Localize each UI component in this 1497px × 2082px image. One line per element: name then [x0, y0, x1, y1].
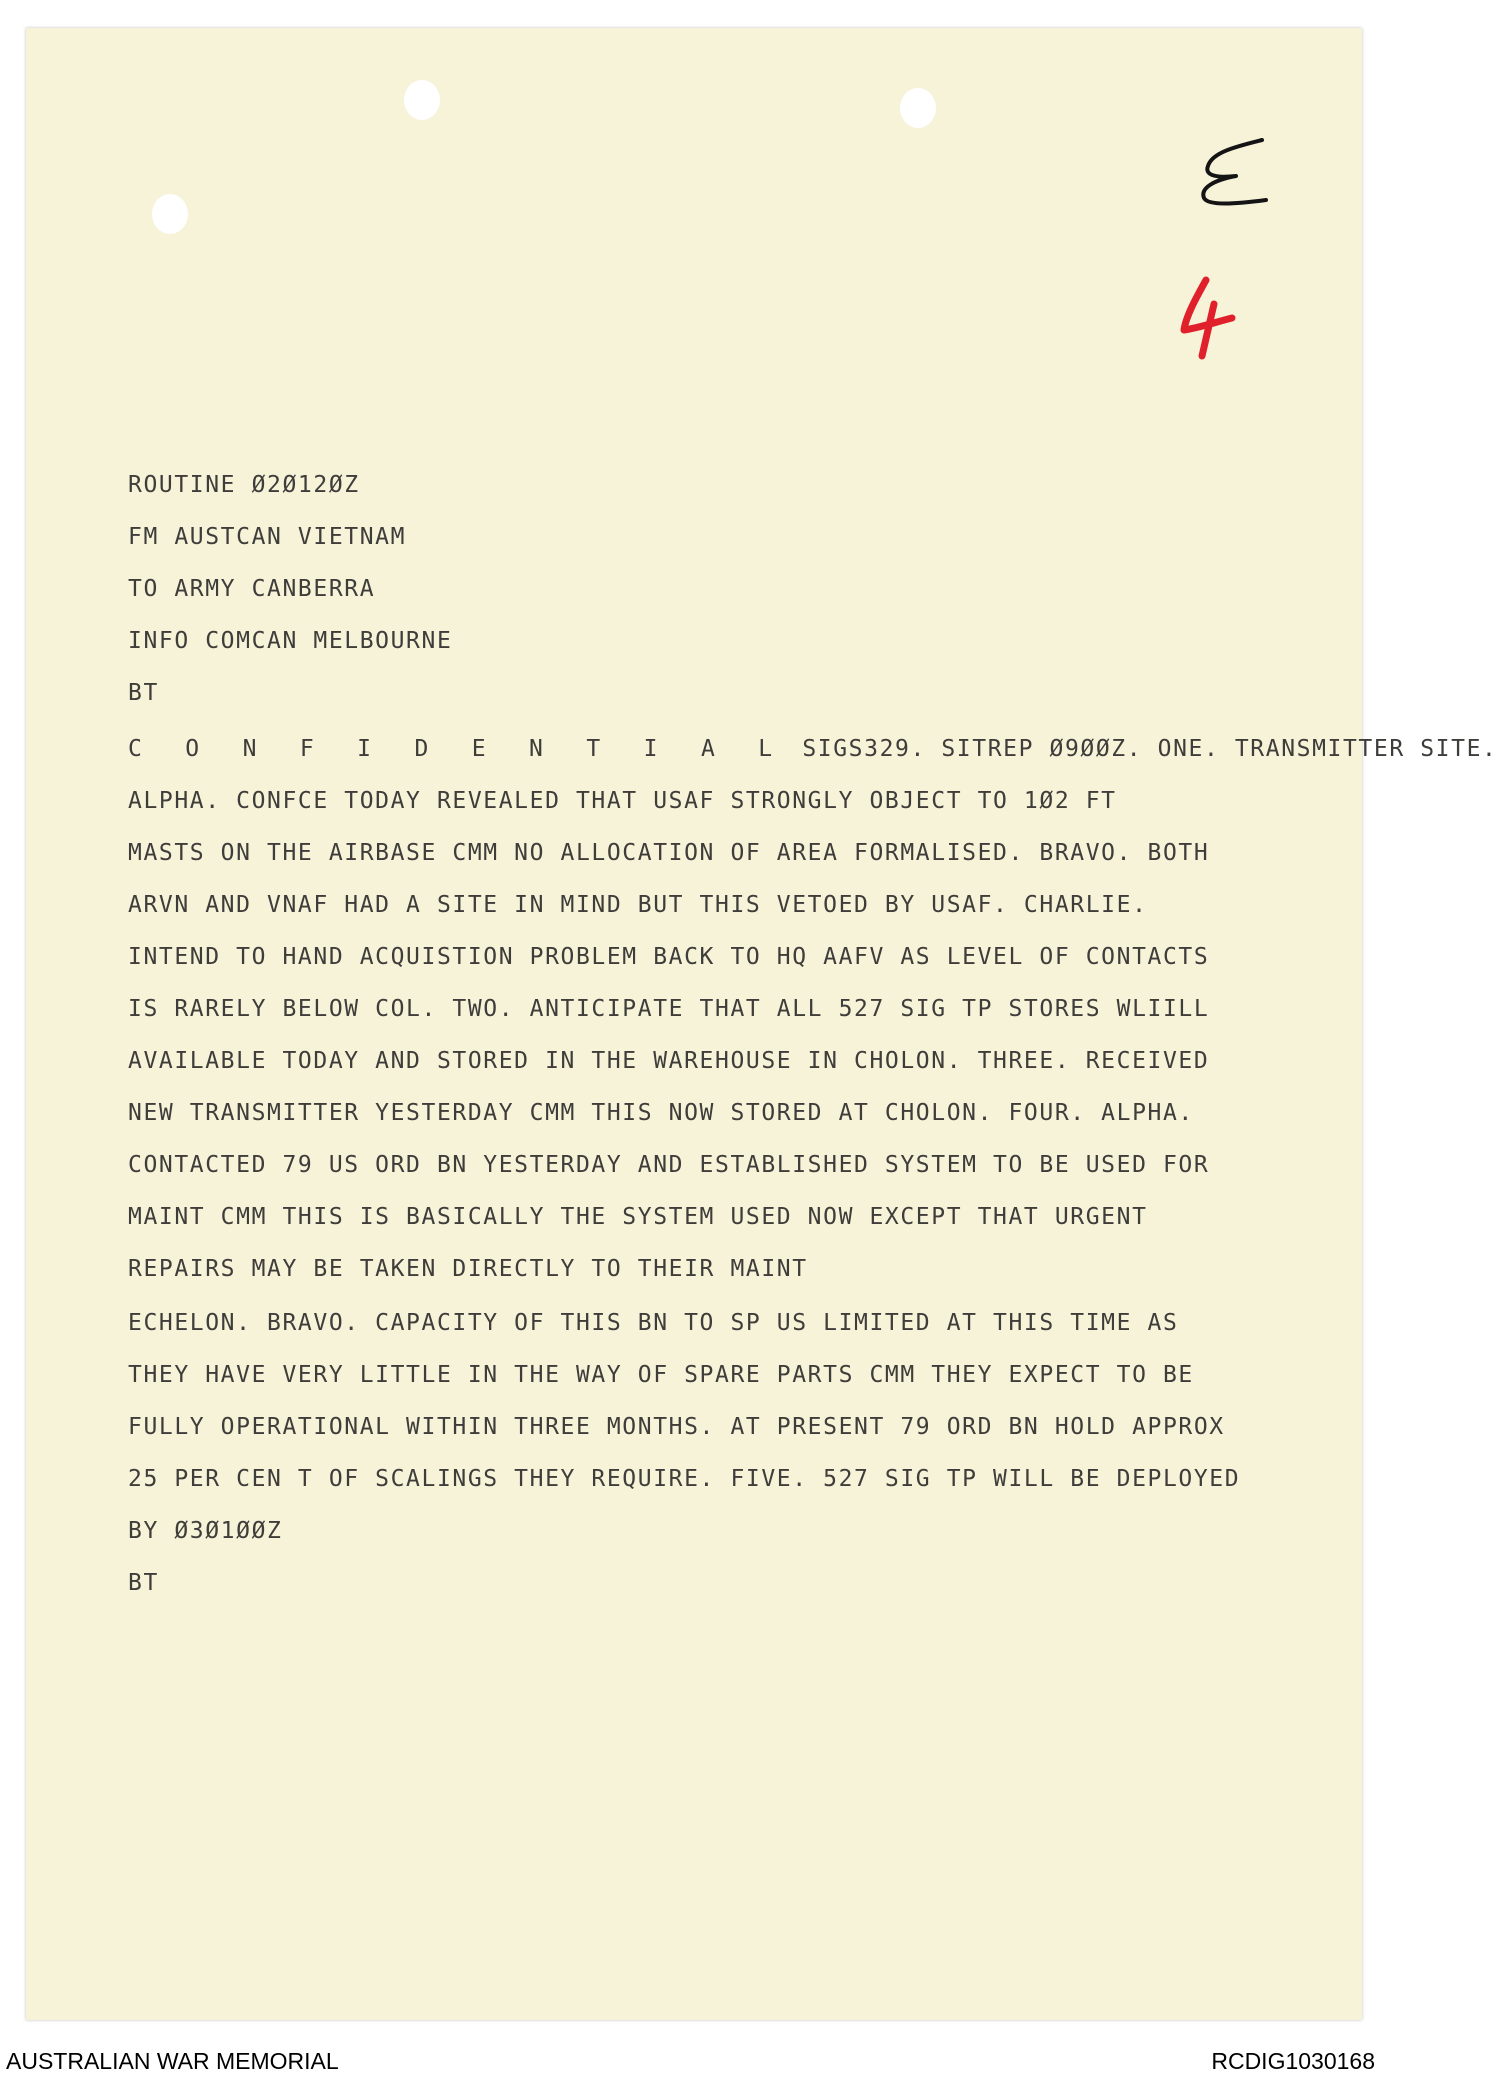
- document-page: [26, 28, 1362, 2020]
- body-line: REPAIRS MAY BE TAKEN DIRECTLY TO THEIR MAINT: [128, 1256, 808, 1282]
- message-from: FM AUSTCAN VIETNAM: [128, 524, 407, 550]
- body-line: INTEND TO HAND ACQUISTION PROBLEM BACK TO HQ AAFV AS LEVEL OF CONTACTS: [128, 944, 1210, 970]
- body-line: CONTACTED 79 US ORD BN YESTERDAY AND ESTABLISHED SYSTEM TO BE USED FOR: [128, 1152, 1210, 1178]
- body-line: BT: [128, 1570, 159, 1596]
- message-break: BT: [128, 680, 159, 706]
- body-line: 25 PER CEN T OF SCALINGS THEY REQUIRE. FIVE. 527 SIG TP WILL BE DEPLOYED: [128, 1466, 1241, 1492]
- body-line: IS RARELY BELOW COL. TWO. ANTICIPATE THAT ALL 527 SIG TP STORES WLIILL: [128, 996, 1210, 1022]
- body-line: NEW TRANSMITTER YESTERDAY CMM THIS NOW STORED AT CHOLON. FOUR. ALPHA.: [128, 1100, 1194, 1126]
- archive-identifier: RCDIG1030168: [1211, 2048, 1375, 2074]
- body-line: FULLY OPERATIONAL WITHIN THREE MONTHS. AT PRESENT 79 ORD BN HOLD APPROX: [128, 1414, 1225, 1440]
- punch-hole: [900, 88, 936, 128]
- handwritten-letter-e: [1196, 132, 1270, 210]
- body-line: ARVN AND VNAF HAD A SITE IN MIND BUT THIS VETOED BY USAF. CHARLIE.: [128, 892, 1148, 918]
- handwritten-number-four: [1176, 276, 1236, 358]
- body-line: MAINT CMM THIS IS BASICALLY THE SYSTEM USED NOW EXCEPT THAT URGENT: [128, 1204, 1148, 1230]
- punch-hole: [152, 194, 188, 234]
- body-line: MASTS ON THE AIRBASE CMM NO ALLOCATION OF AREA FORMALISED. BRAVO. BOTH: [128, 840, 1210, 866]
- archive-credit: AUSTRALIAN WAR MEMORIAL: [6, 2048, 339, 2074]
- message-precedence: ROUTINE Ø2Ø12ØZ: [128, 472, 360, 498]
- body-line: AVAILABLE TODAY AND STORED IN THE WAREHOUSE IN CHOLON. THREE. RECEIVED: [128, 1048, 1210, 1074]
- message-to: TO ARMY CANBERRA: [128, 576, 376, 602]
- first-line-text: SIGS329. SITREP Ø9ØØZ. ONE. TRANSMITTER SITE.: [786, 736, 1497, 762]
- body-line: ECHELON. BRAVO. CAPACITY OF THIS BN TO SP US LIMITED AT THIS TIME AS: [128, 1310, 1179, 1336]
- body-line: THEY HAVE VERY LITTLE IN THE WAY OF SPARE PARTS CMM THEY EXPECT TO BE: [128, 1362, 1194, 1388]
- body-line: ALPHA. CONFCE TODAY REVEALED THAT USAF STRONGLY OBJECT TO 1Ø2 FT: [128, 788, 1117, 814]
- classification-line: [128, 738, 1497, 761]
- punch-hole: [404, 80, 440, 120]
- classification-marking: C O N F I D E N T I A L: [128, 736, 787, 762]
- body-line: BY Ø3Ø1ØØZ: [128, 1518, 283, 1544]
- message-info: INFO COMCAN MELBOURNE: [128, 628, 453, 654]
